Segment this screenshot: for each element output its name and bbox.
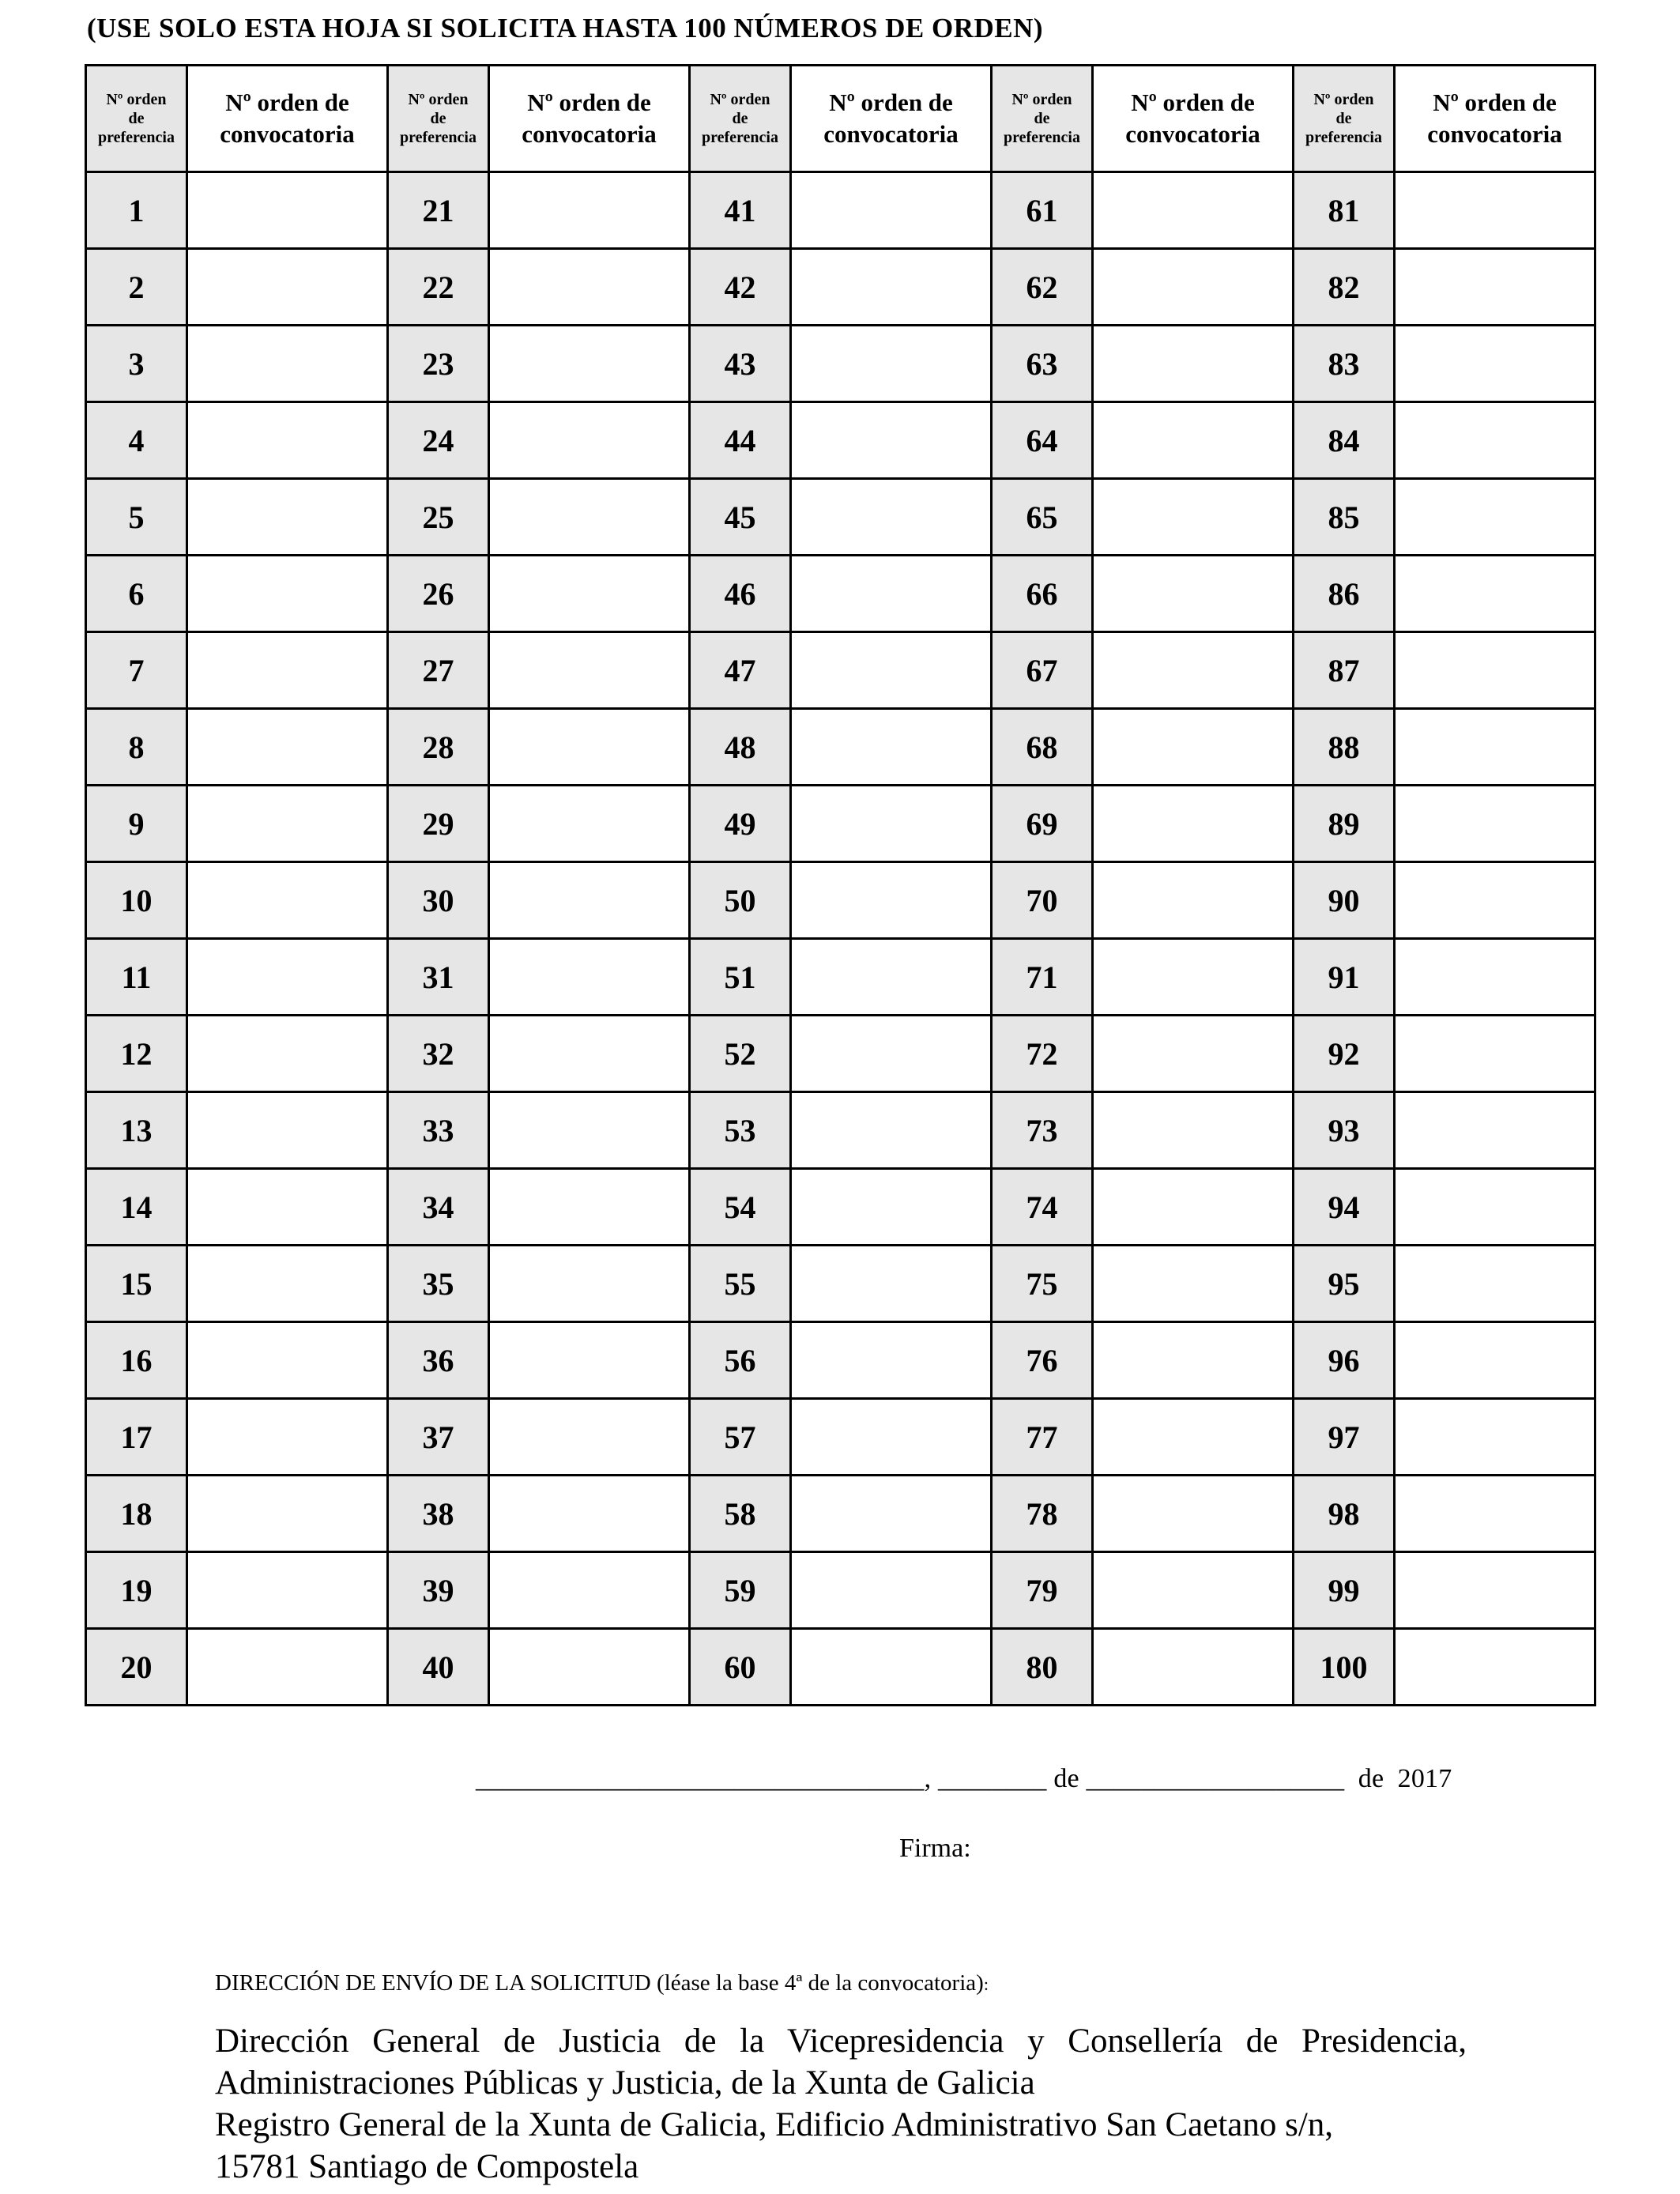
call-order-entry-cell[interactable] [187,632,388,709]
header-call-order [489,66,690,172]
call-order-entry-cell[interactable] [489,1246,690,1322]
preference-number-cell: 75 [992,1246,1093,1322]
call-order-entry-cell[interactable] [791,1246,992,1322]
call-order-entry-cell[interactable] [791,556,992,632]
preference-number-cell: 94 [1294,1169,1395,1246]
call-order-entry-cell[interactable] [1395,1399,1595,1476]
call-order-entry-cell[interactable] [791,326,992,402]
preference-number-cell: 37 [388,1399,489,1476]
preference-number-cell: 39 [388,1552,489,1629]
preference-number-cell: 85 [1294,479,1395,556]
preference-number-cell: 62 [992,249,1093,326]
preference-number-cell: 30 [388,862,489,939]
call-order-entry-cell[interactable] [1395,172,1595,249]
call-order-entry-cell[interactable] [187,862,388,939]
preference-number-cell: 46 [690,556,791,632]
call-order-entry-cell[interactable] [489,786,690,862]
call-order-entry-cell[interactable] [489,862,690,939]
preference-number-cell: 13 [86,1092,187,1169]
submission-heading-colon: : [983,1974,989,1994]
preference-number-cell: 42 [690,249,791,326]
header-preference-line: preferencia [399,129,477,146]
call-order-entry-cell[interactable] [1093,402,1294,479]
preference-number-cell: 90 [1294,862,1395,939]
date-line [476,1764,1452,1794]
header-preference-order [992,66,1093,172]
header-call-line: convocatoria [1427,120,1562,148]
call-order-entry-cell[interactable] [1093,1016,1294,1092]
preference-number-cell: 71 [992,939,1093,1016]
call-order-entry-cell[interactable] [1093,556,1294,632]
call-order-entry-cell[interactable] [489,326,690,402]
call-order-entry-cell[interactable] [791,479,992,556]
preference-number-cell: 96 [1294,1322,1395,1399]
order-number-table [85,64,1596,1706]
preference-number-cell: 45 [690,479,791,556]
preference-number-cell: 11 [86,939,187,1016]
call-order-entry-cell[interactable] [1093,1629,1294,1706]
preference-number-cell: 60 [690,1629,791,1706]
place-blank[interactable]: _________________________________ [476,1764,925,1793]
address-line-4: 15781 Santiago de Compostela [215,2148,639,2185]
table-row [86,1169,1595,1246]
call-order-entry-cell[interactable] [1395,1246,1595,1322]
header-preference-line: de [128,110,145,127]
call-order-entry-cell[interactable] [1395,326,1595,402]
call-order-entry-cell[interactable] [187,1322,388,1399]
preference-number-cell: 28 [388,709,489,786]
preference-number-cell: 16 [86,1322,187,1399]
call-order-entry-cell[interactable] [187,556,388,632]
call-order-entry-cell[interactable] [489,556,690,632]
table-row [86,1322,1595,1399]
preference-number-cell: 92 [1294,1016,1395,1092]
preference-number-cell: 64 [992,402,1093,479]
header-preference-line: de [430,110,446,127]
header-call-line: Nº orden de [527,89,651,116]
address-line-3: Registro General de la Xunta de Galicia, Edificio Administrativo San Caetano s/n, [215,2106,1334,2143]
call-order-entry-cell[interactable] [187,1092,388,1169]
call-order-entry-cell[interactable] [187,1552,388,1629]
preference-number-cell: 54 [690,1169,791,1246]
submission-heading-text: DIRECCIÓN DE ENVÍO DE LA SOLICITUD [215,1970,651,1996]
preference-number-cell: 29 [388,786,489,862]
header-preference-line: preferencia [1003,129,1080,146]
header-preference-line: de [1335,110,1352,127]
preference-number-cell: 80 [992,1629,1093,1706]
preference-number-cell: 79 [992,1552,1093,1629]
table-row [86,862,1595,939]
call-order-entry-cell[interactable] [1395,249,1595,326]
preference-number-cell: 32 [388,1016,489,1092]
call-order-entry-cell[interactable] [1093,479,1294,556]
header-preference-line: de [1034,110,1050,127]
preference-number-cell: 49 [690,786,791,862]
preference-number-cell: 58 [690,1476,791,1552]
call-order-entry-cell[interactable] [1093,326,1294,402]
call-order-entry-cell[interactable] [1093,632,1294,709]
call-order-entry-cell[interactable] [489,172,690,249]
call-order-entry-cell[interactable] [791,1476,992,1552]
preference-number-cell: 69 [992,786,1093,862]
header-preference-line: Nº orden [1011,91,1072,108]
header-preference-line: preferencia [701,129,778,146]
call-order-entry-cell[interactable] [1395,402,1595,479]
preference-number-cell: 20 [86,1629,187,1706]
call-order-entry-cell[interactable] [791,1322,992,1399]
call-order-entry-cell[interactable] [1395,862,1595,939]
preference-number-cell: 44 [690,402,791,479]
header-call-order [187,66,388,172]
preference-number-cell: 9 [86,786,187,862]
preference-number-cell: 100 [1294,1629,1395,1706]
header-call-line: Nº orden de [225,89,349,116]
preference-number-cell: 31 [388,939,489,1016]
preference-number-cell: 88 [1294,709,1395,786]
call-order-entry-cell[interactable] [187,326,388,402]
preference-number-cell: 89 [1294,786,1395,862]
preference-number-cell: 2 [86,249,187,326]
call-order-entry-cell[interactable] [489,1169,690,1246]
preference-number-cell: 47 [690,632,791,709]
header-preference-order [1294,66,1395,172]
call-order-entry-cell[interactable] [187,1629,388,1706]
preference-number-cell: 83 [1294,326,1395,402]
call-order-entry-cell[interactable] [1395,1552,1595,1629]
preference-number-cell: 43 [690,326,791,402]
header-preference-order [388,66,489,172]
preference-number-cell: 22 [388,249,489,326]
call-order-entry-cell[interactable] [1093,1246,1294,1322]
call-order-entry-cell[interactable] [187,1246,388,1322]
call-order-entry-cell[interactable] [1395,1169,1595,1246]
call-order-entry-cell[interactable] [1395,1016,1595,1092]
call-order-entry-cell[interactable] [1093,1092,1294,1169]
call-order-entry-cell[interactable] [1395,939,1595,1016]
call-order-entry-cell[interactable] [1093,1399,1294,1476]
call-order-entry-cell[interactable] [489,1399,690,1476]
preference-number-cell: 57 [690,1399,791,1476]
preference-number-cell: 76 [992,1322,1093,1399]
preference-number-cell: 97 [1294,1399,1395,1476]
call-order-entry-cell[interactable] [1395,556,1595,632]
call-order-entry-cell[interactable] [489,1322,690,1399]
call-order-entry-cell[interactable] [791,172,992,249]
call-order-entry-cell[interactable] [1395,786,1595,862]
call-order-entry-cell[interactable] [1395,709,1595,786]
table-body [86,172,1595,1706]
date-de-1: de [1053,1764,1079,1793]
header-call-line: Nº orden de [829,89,953,116]
call-order-entry-cell[interactable] [791,1629,992,1706]
table-row [86,1016,1595,1092]
call-order-entry-cell[interactable] [187,1169,388,1246]
call-order-entry-cell[interactable] [791,1092,992,1169]
call-order-entry-cell[interactable] [1093,1169,1294,1246]
call-order-entry-cell[interactable] [791,709,992,786]
call-order-entry-cell[interactable] [489,1629,690,1706]
call-order-entry-cell[interactable] [791,632,992,709]
table-row [86,1629,1595,1706]
preference-number-cell: 74 [992,1169,1093,1246]
call-order-entry-cell[interactable] [489,249,690,326]
header-call-line: convocatoria [220,120,355,148]
table-row [86,172,1595,249]
preference-number-cell: 78 [992,1476,1093,1552]
table-row [86,1399,1595,1476]
table-row [86,249,1595,326]
preference-number-cell: 87 [1294,632,1395,709]
preference-number-cell: 10 [86,862,187,939]
call-order-entry-cell[interactable] [489,1552,690,1629]
call-order-entry-cell[interactable] [187,709,388,786]
preference-number-cell: 8 [86,709,187,786]
preference-number-cell: 82 [1294,249,1395,326]
table-row [86,1476,1595,1552]
call-order-entry-cell[interactable] [1093,786,1294,862]
date-de-2: de [1358,1764,1384,1793]
call-order-entry-cell[interactable] [791,1399,992,1476]
preference-number-cell: 55 [690,1246,791,1322]
call-order-entry-cell[interactable] [1093,862,1294,939]
table-row [86,1552,1595,1629]
call-order-entry-cell[interactable] [187,172,388,249]
preference-number-cell: 26 [388,556,489,632]
table-row [86,402,1595,479]
table-row [86,786,1595,862]
call-order-entry-cell[interactable] [1093,249,1294,326]
preference-number-cell: 48 [690,709,791,786]
preference-number-cell: 98 [1294,1476,1395,1552]
call-order-entry-cell[interactable] [791,862,992,939]
call-order-entry-cell[interactable] [187,479,388,556]
call-order-entry-cell[interactable] [791,402,992,479]
date-comma: , [924,1764,932,1793]
table-row [86,632,1595,709]
call-order-entry-cell[interactable] [1395,479,1595,556]
preference-number-cell: 65 [992,479,1093,556]
preference-number-cell: 14 [86,1169,187,1246]
preference-number-cell: 17 [86,1399,187,1476]
call-order-entry-cell[interactable] [1395,632,1595,709]
preference-number-cell: 1 [86,172,187,249]
preference-number-cell: 6 [86,556,187,632]
preference-number-cell: 21 [388,172,489,249]
preference-number-cell: 67 [992,632,1093,709]
call-order-entry-cell[interactable] [187,402,388,479]
preference-number-cell: 61 [992,172,1093,249]
header-preference-line: preferencia [97,129,175,146]
instruction-heading: (USE SOLO ESTA HOJA SI SOLICITA HASTA 100 NÚMEROS DE ORDEN) [87,13,1044,43]
call-order-entry-cell[interactable] [489,709,690,786]
preference-number-cell: 5 [86,479,187,556]
call-order-entry-cell[interactable] [187,249,388,326]
day-blank[interactable]: ________ [938,1764,1047,1793]
call-order-entry-cell[interactable] [187,1476,388,1552]
call-order-entry-cell[interactable] [1395,1476,1595,1552]
call-order-entry-cell[interactable] [489,632,690,709]
header-preference-line: Nº orden [710,91,770,108]
call-order-entry-cell[interactable] [1093,1476,1294,1552]
header-call-line: convocatoria [1125,120,1260,148]
table-row [86,1246,1595,1322]
address-line-2: Administraciones Públicas y Justicia, de la Xunta de Galicia [215,2064,1035,2102]
table-row [86,556,1595,632]
preference-number-cell: 72 [992,1016,1093,1092]
preference-number-cell: 3 [86,326,187,402]
preference-number-cell: 7 [86,632,187,709]
preference-number-cell: 35 [388,1246,489,1322]
preference-number-cell: 50 [690,862,791,939]
preference-number-cell: 25 [388,479,489,556]
submission-address [215,2020,1467,2188]
call-order-entry-cell[interactable] [791,939,992,1016]
call-order-entry-cell[interactable] [1093,1322,1294,1399]
preference-number-cell: 81 [1294,172,1395,249]
preference-number-cell: 53 [690,1092,791,1169]
signature-label: Firma: [899,1834,971,1863]
table-row [86,709,1595,786]
call-order-entry-cell[interactable] [187,786,388,862]
header-call-line: Nº orden de [1131,89,1255,116]
call-order-entry-cell[interactable] [187,939,388,1016]
month-blank[interactable]: ___________________ [1086,1764,1345,1793]
table-row [86,326,1595,402]
preference-number-cell: 41 [690,172,791,249]
preference-number-cell: 86 [1294,556,1395,632]
preference-number-cell: 59 [690,1552,791,1629]
preference-number-cell: 52 [690,1016,791,1092]
call-order-entry-cell[interactable] [1395,1322,1595,1399]
table-header-row [86,66,1595,172]
call-order-entry-cell[interactable] [1093,939,1294,1016]
preference-number-cell: 15 [86,1246,187,1322]
header-preference-order [86,66,187,172]
call-order-entry-cell[interactable] [489,1016,690,1092]
header-call-line: Nº orden de [1433,89,1557,116]
call-order-entry-cell[interactable] [187,1399,388,1476]
preference-number-cell: 63 [992,326,1093,402]
header-call-line: convocatoria [823,120,959,148]
preference-number-cell: 12 [86,1016,187,1092]
preference-number-cell: 23 [388,326,489,402]
header-preference-line: preferencia [1305,129,1382,146]
call-order-entry-cell[interactable] [791,1016,992,1092]
preference-number-cell: 77 [992,1399,1093,1476]
preference-number-cell: 19 [86,1552,187,1629]
table-row [86,1092,1595,1169]
call-order-entry-cell[interactable] [1395,1092,1595,1169]
preference-number-cell: 4 [86,402,187,479]
call-order-entry-cell[interactable] [1093,1552,1294,1629]
table-row [86,939,1595,1016]
preference-number-cell: 84 [1294,402,1395,479]
preference-number-cell: 36 [388,1322,489,1399]
preference-number-cell: 66 [992,556,1093,632]
call-order-entry-cell[interactable] [1093,172,1294,249]
header-call-order [791,66,992,172]
call-order-entry-cell[interactable] [489,479,690,556]
header-call-order [1395,66,1595,172]
preference-number-cell: 95 [1294,1246,1395,1322]
call-order-entry-cell[interactable] [489,1092,690,1169]
date-year: 2017 [1397,1764,1452,1793]
preference-number-cell: 51 [690,939,791,1016]
call-order-entry-cell[interactable] [489,1476,690,1552]
submission-address-heading [215,1970,989,1996]
preference-number-cell: 70 [992,862,1093,939]
header-preference-order [690,66,791,172]
address-line-1: Dirección General de Justicia de la Vicepresidencia y Consellería de Presidencia, [215,2022,1467,2060]
preference-number-cell: 27 [388,632,489,709]
header-call-order [1093,66,1294,172]
header-call-line: convocatoria [522,120,657,148]
call-order-entry-cell[interactable] [1093,709,1294,786]
preference-number-cell: 40 [388,1629,489,1706]
preference-number-cell: 91 [1294,939,1395,1016]
header-preference-line: Nº orden [106,91,167,108]
preference-number-cell: 38 [388,1476,489,1552]
preference-number-cell: 99 [1294,1552,1395,1629]
header-preference-line: Nº orden [408,91,469,108]
preference-number-cell: 18 [86,1476,187,1552]
call-order-entry-cell[interactable] [489,402,690,479]
header-preference-line: de [732,110,748,127]
preference-number-cell: 93 [1294,1092,1395,1169]
preference-number-cell: 33 [388,1092,489,1169]
preference-number-cell: 34 [388,1169,489,1246]
preference-number-cell: 68 [992,709,1093,786]
table-row [86,479,1595,556]
call-order-entry-cell[interactable] [791,249,992,326]
preference-number-cell: 24 [388,402,489,479]
call-order-entry-cell[interactable] [791,1552,992,1629]
preference-number-cell: 56 [690,1322,791,1399]
call-order-entry-cell[interactable] [489,939,690,1016]
call-order-entry-cell[interactable] [1395,1629,1595,1706]
preference-number-cell: 73 [992,1092,1093,1169]
header-preference-line: Nº orden [1313,91,1374,108]
call-order-entry-cell[interactable] [791,786,992,862]
call-order-entry-cell[interactable] [187,1016,388,1092]
submission-heading-note: (léase la base 4ª de la convocatoria) [657,1970,984,1996]
call-order-entry-cell[interactable] [791,1169,992,1246]
